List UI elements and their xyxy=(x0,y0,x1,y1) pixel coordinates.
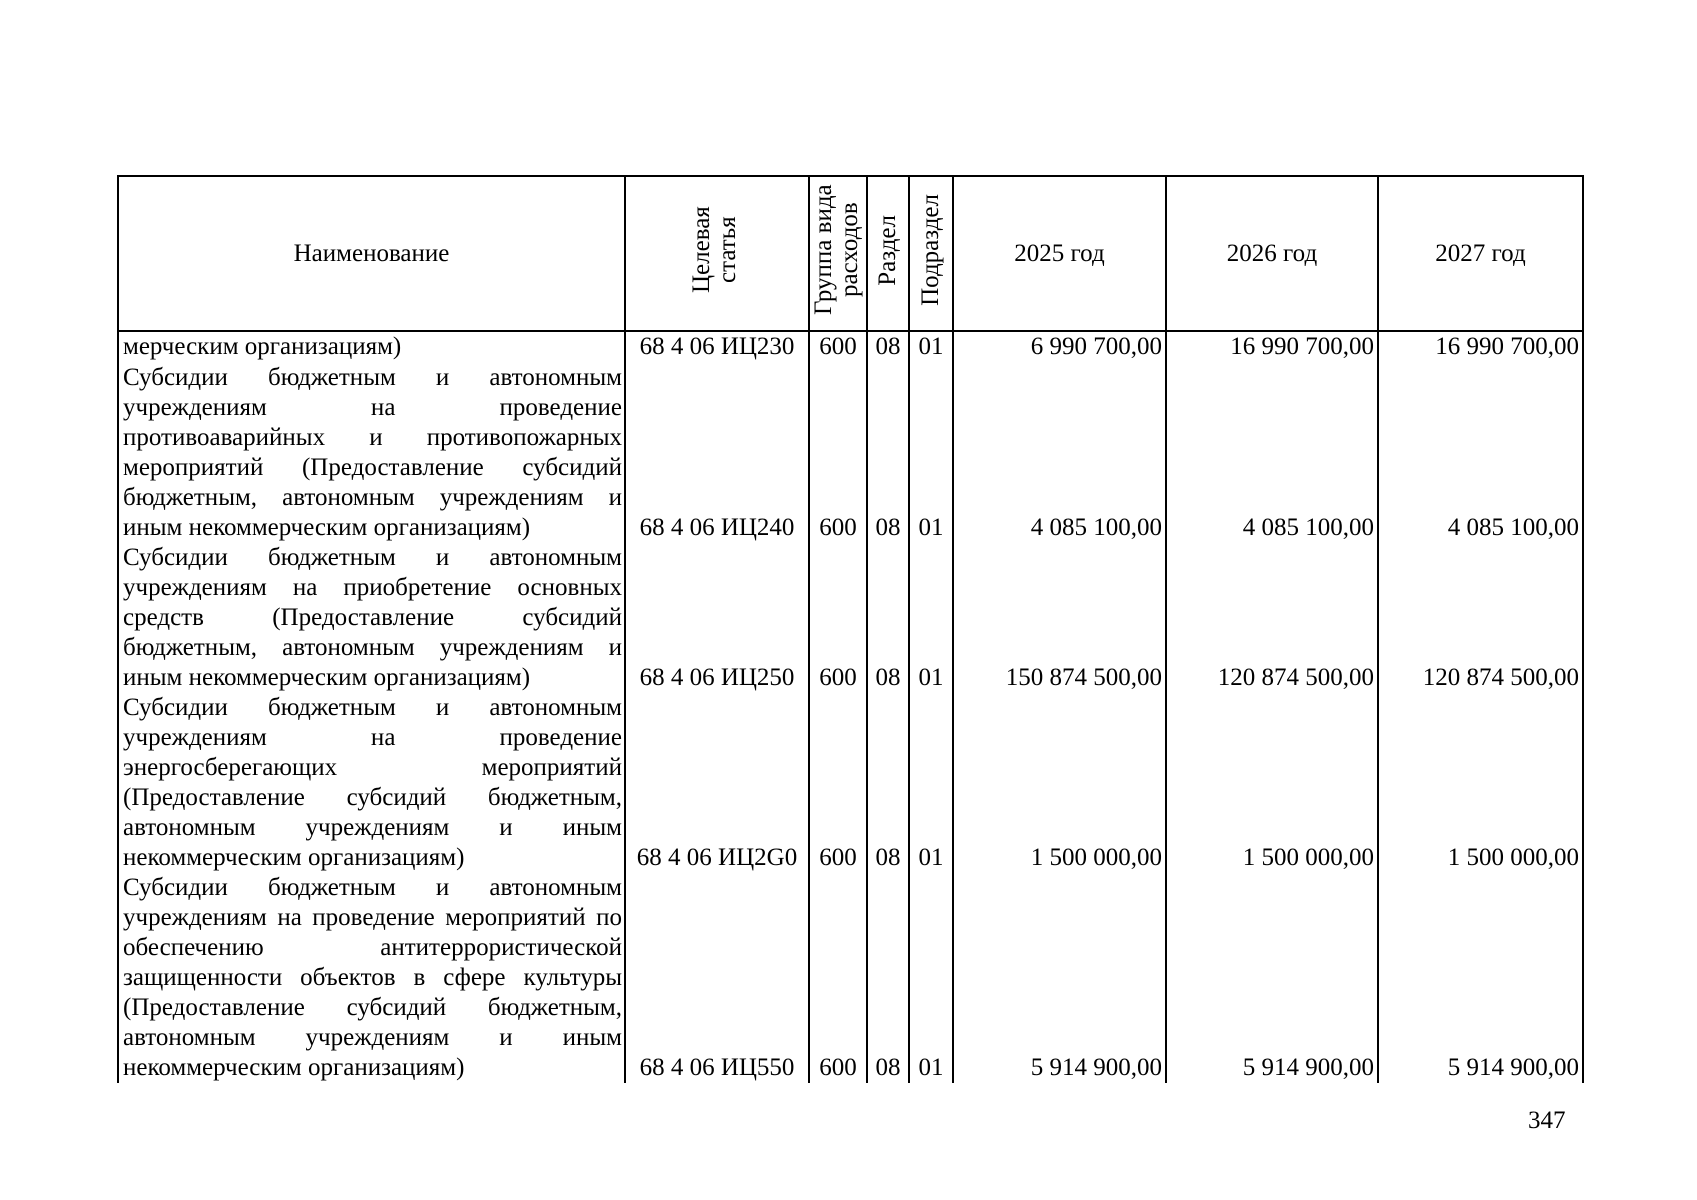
header-subsection xyxy=(909,176,953,331)
row-2026: 16 990 700,00 xyxy=(1166,331,1378,363)
header-section xyxy=(867,176,909,331)
header-expense-group xyxy=(809,176,867,331)
row-2026: 4 085 100,00 xyxy=(1166,363,1378,543)
row-expense-group: 600 xyxy=(809,543,867,693)
table-row xyxy=(118,543,1583,693)
row-name: Субсидии бюджетным и автономным учреждениям на проведение мероприятий по обеспечению антитеррористической защищенности объектов в сфере культуры (Предоставление субсидий бюджетным, автономным учреждениям и иным некоммерческим организациям) xyxy=(118,873,625,1083)
row-2027: 120 874 500,00 xyxy=(1378,543,1583,693)
row-2025: 5 914 900,00 xyxy=(953,873,1166,1083)
row-2025: 6 990 700,00 xyxy=(953,331,1166,363)
row-section: 08 xyxy=(867,693,909,873)
header-2027 xyxy=(1378,176,1583,331)
budget-table xyxy=(117,175,1584,1083)
row-subsection: 01 xyxy=(909,363,953,543)
row-subsection: 01 xyxy=(909,543,953,693)
row-2026: 5 914 900,00 xyxy=(1166,873,1378,1083)
header-section-label: Раздел xyxy=(874,214,901,286)
row-2027: 4 085 100,00 xyxy=(1378,363,1583,543)
row-2027: 1 500 000,00 xyxy=(1378,693,1583,873)
table-row xyxy=(118,331,1583,363)
row-target-article: 68 4 06 ИЦ550 xyxy=(625,873,809,1083)
page-number: 347 xyxy=(1528,1107,1566,1134)
row-section: 08 xyxy=(867,363,909,543)
row-2026: 1 500 000,00 xyxy=(1166,693,1378,873)
header-target-article xyxy=(625,176,809,331)
header-2026-label: 2026 год xyxy=(1226,239,1318,267)
header-target-article-label: Целевая статья xyxy=(688,206,741,294)
row-subsection: 01 xyxy=(909,693,953,873)
row-target-article: 68 4 06 ИЦ2G0 xyxy=(625,693,809,873)
row-2027: 5 914 900,00 xyxy=(1378,873,1583,1083)
row-expense-group: 600 xyxy=(809,873,867,1083)
header-2027-label: 2027 год xyxy=(1435,239,1526,267)
row-section: 08 xyxy=(867,331,909,363)
row-target-article: 68 4 06 ИЦ250 xyxy=(625,543,809,693)
row-target-article: 68 4 06 ИЦ230 xyxy=(625,331,809,363)
row-expense-group: 600 xyxy=(809,693,867,873)
header-name-label: Наименование xyxy=(293,239,450,267)
row-subsection: 01 xyxy=(909,873,953,1083)
row-section: 08 xyxy=(867,543,909,693)
table-row xyxy=(118,363,1583,543)
header-name xyxy=(118,176,625,331)
table-row xyxy=(118,693,1583,873)
row-expense-group: 600 xyxy=(809,363,867,543)
row-name: мерческим организациям) xyxy=(118,331,625,363)
header-row xyxy=(118,176,1583,331)
header-2026 xyxy=(1166,176,1378,331)
row-target-article: 68 4 06 ИЦ240 xyxy=(625,363,809,543)
row-name: Субсидии бюджетным и автономным учреждениям на проведение противоаварийных и противопожарных мероприятий (Предоставление субсидий бюджетным, автономным учреждениям и иным некоммерческим организациям) xyxy=(118,363,625,543)
row-section: 08 xyxy=(867,873,909,1083)
row-name: Субсидии бюджетным и автономным учреждениям на проведение энергосберегающих мероприятий (Предоставление субсидий бюджетным, автономным учреждениям и иным некоммерческим организациям) xyxy=(118,693,625,873)
row-expense-group: 600 xyxy=(809,331,867,363)
row-2026: 120 874 500,00 xyxy=(1166,543,1378,693)
row-name: Субсидии бюджетным и автономным учреждениям на приобретение основных средств (Предоставление субсидий бюджетным, автономным учреждениям и иным некоммерческим организациям) xyxy=(118,543,625,693)
row-subsection: 01 xyxy=(909,331,953,363)
row-2025: 150 874 500,00 xyxy=(953,543,1166,693)
row-2025: 1 500 000,00 xyxy=(953,693,1166,873)
header-2025 xyxy=(953,176,1166,331)
row-2027: 16 990 700,00 xyxy=(1378,331,1583,363)
row-2025: 4 085 100,00 xyxy=(953,363,1166,543)
header-2025-label: 2025 год xyxy=(1014,239,1105,267)
header-expense-group-label: Группа вида расходов xyxy=(810,184,863,316)
table-row xyxy=(118,873,1583,1083)
header-subsection-label: Подраздел xyxy=(917,194,944,306)
